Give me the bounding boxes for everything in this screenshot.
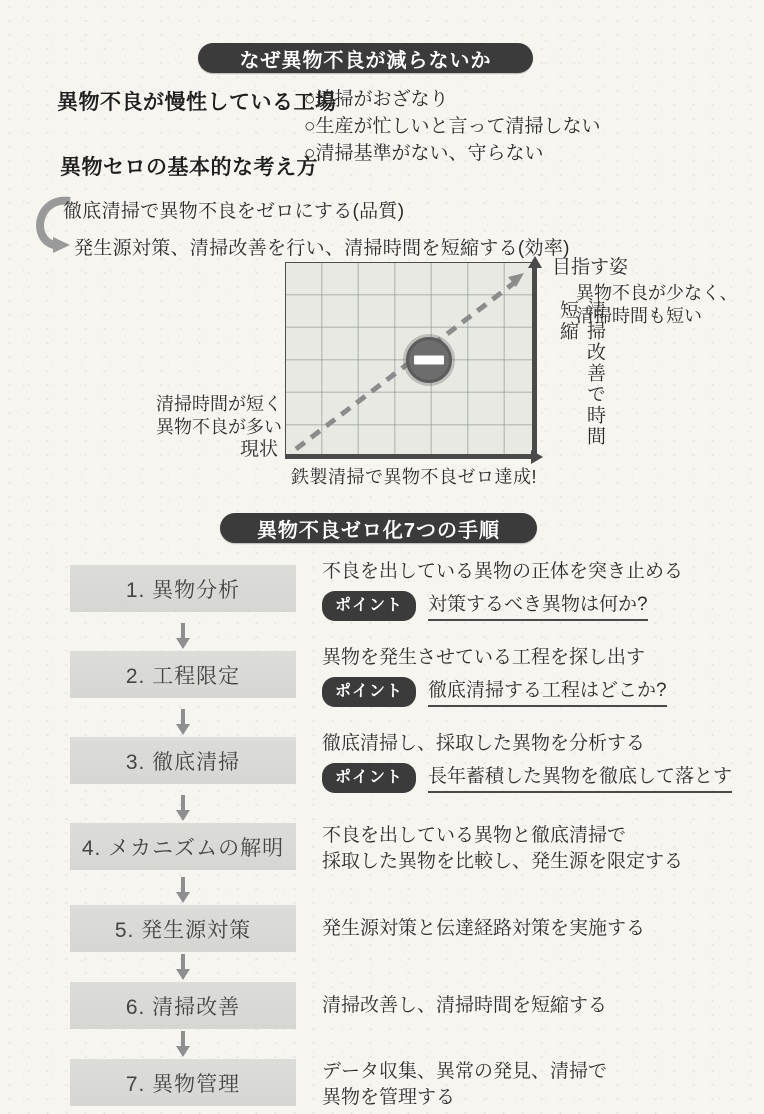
right-axis-label: 清掃改善で時間短縮 [557,300,605,447]
point-badge: ポイント [322,591,416,621]
goal-label: 目指す姿 [552,257,629,278]
current-label: 現状 [240,439,279,460]
down-arrow-icon [176,1031,190,1057]
step-row-3 [70,733,764,793]
step-row-6 [70,982,764,1029]
step-box [70,982,296,1029]
step-row-2 [70,647,764,707]
bullet-item: ○清掃がおざなり [304,89,449,110]
section-pill-steps-label: 異物不良ゼロ化7つの手順 [256,519,501,542]
step-label: 4. メカニズムの解明 [81,836,285,860]
step-desc: 発生源対策と伝達経路対策を実施する [322,917,646,939]
basic-concept-heading: 異物セロの基本的な考え方 [60,156,318,179]
step-label: 7. 異物管理 [125,1072,241,1096]
point-badge: ポイント [322,763,416,793]
vertical-axis [532,267,537,459]
chronic-factory-bullet-list [304,86,600,167]
horizontal-axis-arrowhead-icon [531,450,543,464]
section-pill-why [198,43,533,73]
step-desc: 不良を出している異物と徹底清掃で 採取した異物を比較し、発生源を限定する [322,825,684,872]
section-pill-why-label: なぜ異物不良が減らないか [239,49,492,72]
steps-flow [0,561,764,1111]
current-state-desc: 清掃時間が短く 異物不良が多い [156,394,282,437]
down-arrow-icon [176,623,190,649]
no-entry-icon [406,337,452,383]
step-box [70,737,296,784]
section-pill-steps [220,513,537,543]
vertical-axis-arrowhead-icon [528,256,542,268]
point-row [322,677,667,707]
down-arrow-icon [176,709,190,735]
point-text: 徹底清掃する工程はどこか? [428,678,667,707]
bullet-item: ○清掃基準がない、守らない [304,143,544,164]
step-box [70,565,296,612]
step-box [70,1059,296,1106]
step-label: 5. 発生源対策 [114,918,252,942]
step-desc: 不良を出している異物の正体を突き止める ポイント 対策するべき異物は何か? [322,559,683,621]
point-row [322,591,683,621]
step-box [70,905,296,952]
step-label: 2. 工程限定 [125,664,241,688]
step-box [70,823,296,870]
step-label: 3. 徹底清掃 [125,750,241,774]
step-row-4 [70,823,764,875]
point-row [322,763,732,793]
step-desc: 徹底清掃し、採取した異物を分析する ポイント 長年蓄積した異物を徹底して落とす [322,731,732,793]
point-text: 対策するべき異物は何か? [428,592,648,621]
step-label: 1. 異物分析 [125,578,241,602]
down-arrow-icon [176,954,190,980]
concept-line-efficiency: 発生源対策、清掃改善を行い、清掃時間を短縮する(効率) [74,238,570,259]
step-row-5 [70,905,764,952]
point-text: 長年蓄積した異物を徹底して落とす [428,764,732,793]
step-label: 6. 清掃改善 [125,995,241,1019]
step-desc: 清掃改善し、清掃時間を短縮する [322,994,608,1016]
chart-grid [285,262,537,459]
step-box [70,651,296,698]
concept-line-quality: 徹底清掃で異物不良をゼロにする(品質) [63,201,405,222]
down-arrow-icon [176,795,190,821]
step-desc: 異物を発生させている工程を探し出す ポイント 徹底清掃する工程はどこか? [322,645,667,707]
point-badge: ポイント [322,677,416,707]
down-arrow-icon [176,877,190,903]
horizontal-axis [286,454,532,459]
bullet-item: ○生産が忙しいと言って清掃しない [304,116,601,137]
step-row-7 [70,1059,764,1111]
chart-caption: 鉄製清掃で異物不良ゼロ達成! [291,467,537,487]
chronic-factory-heading: 異物不良が慢性している工場 [57,91,337,114]
step-row-1 [70,561,764,621]
step-desc: データ収集、異常の発見、清掃で 異物を管理する [322,1061,608,1108]
goal-desc: 異物不良が少なく、 清掃時間も短い [576,283,738,326]
